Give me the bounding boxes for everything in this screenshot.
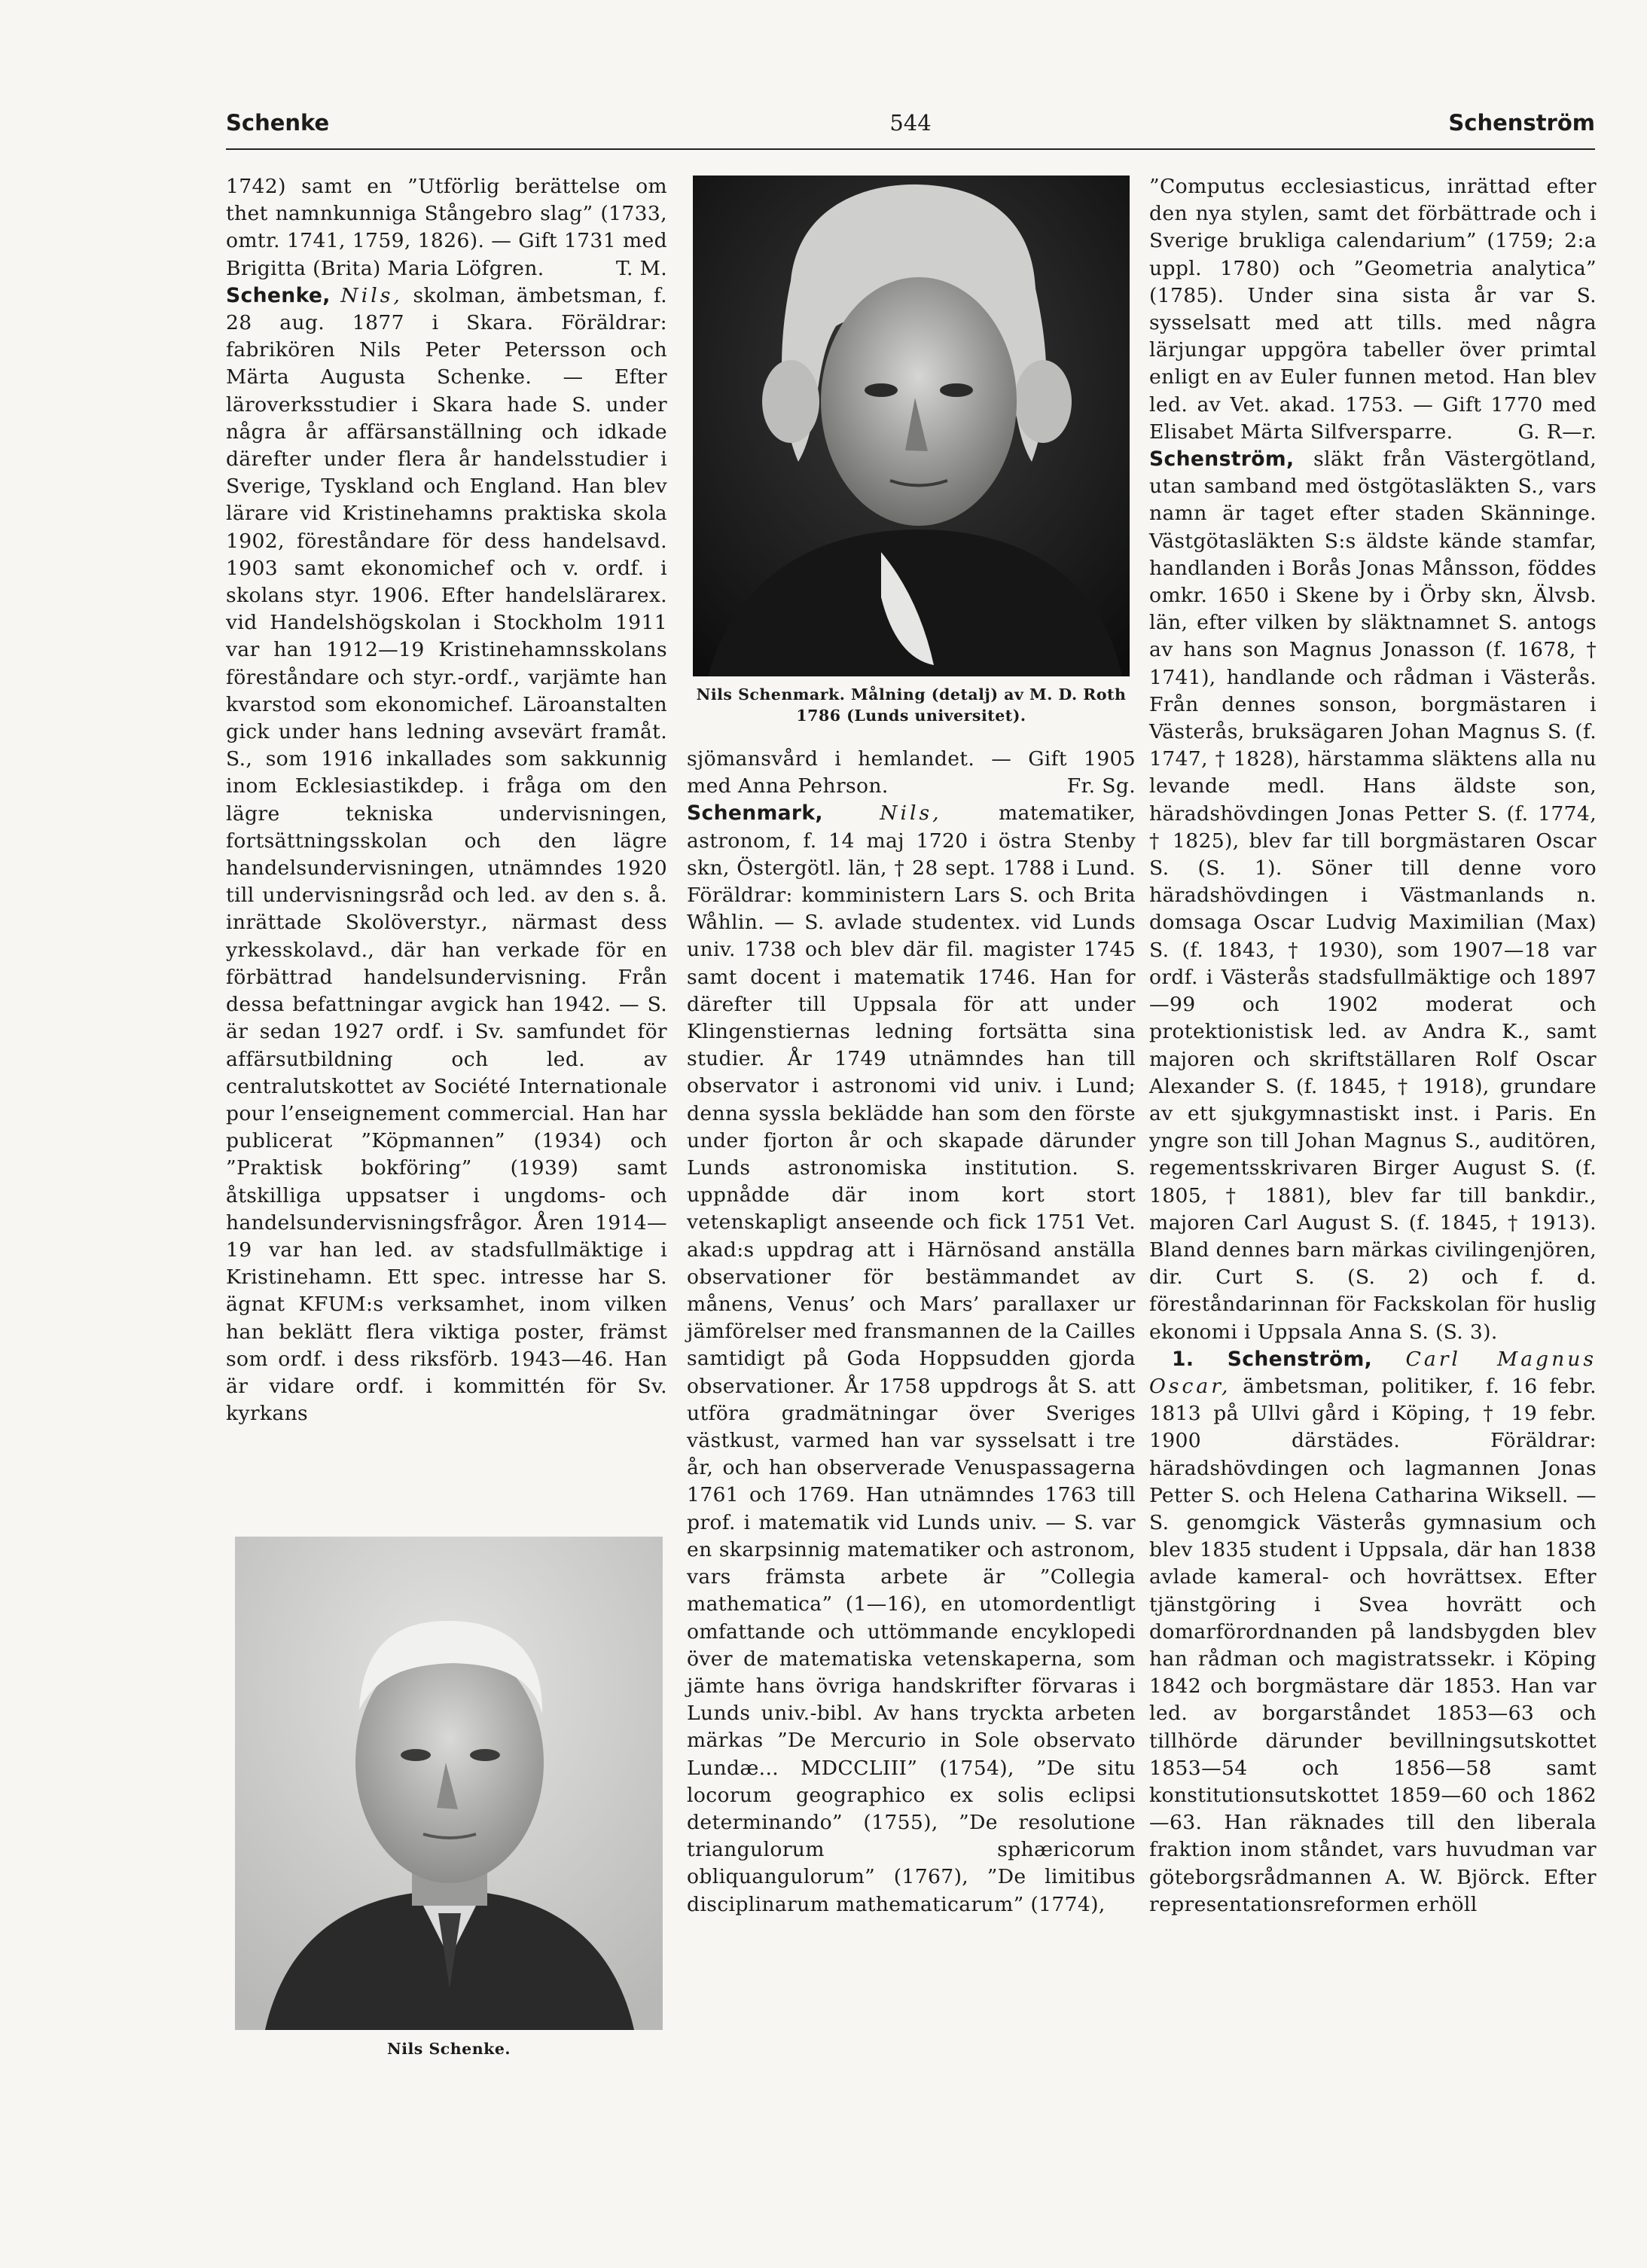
- photo-caption-schenke: Nils Schenke.: [386, 2040, 511, 2058]
- entry-headword: Schenmark,: [687, 801, 823, 826]
- entry-text: 1742) samt en ”Utförlig berättelse om thet namnkunniga Stångebro slag” (1733, omtr. 1741, 1759, 1826). — Gift 1731 med Brigitta (Brita) Maria Löfgren.: [226, 175, 667, 280]
- header-right-headword: Schenström: [1448, 110, 1595, 136]
- column-2: [687, 746, 1136, 1918]
- entry-headword: Schenström,: [1149, 447, 1295, 472]
- page-number: 544: [889, 110, 932, 136]
- entry-given-name: Nils,: [340, 283, 403, 307]
- paragraph: [1149, 173, 1597, 446]
- entry-headword: Schenke,: [226, 283, 331, 307]
- entry-text: skolman, ämbetsman, f. 28 aug. 1877 i Skara. Föräldrar: fabrikören Nils Peter Petersson och Märta Augusta Schenke. — Efter läroverksstudier i Skara hade S. under några år affärsanställning och idkade därefter under flera år handelsstudier i Sverige, Tyskland och England. Han blev lärare vid Kristinehamns praktiska skola 1902, föreståndare för dess handelsavd. 1903 samt ekonomichef och v. ordf. i skolans styr. 1906. Efter handelslärarex. vid Handelshögskolan i Stockholm 1911 var han 1912—19 Kristinehamnsskolans föreståndare och styr.-ordf., varjämte han kvarstod som ekonomichef. Läroanstalten gick under hans ledning avsevärt framåt. S., som 1916 inkallades som sakkunnig inom Ecklesiastikdep. i fråga om den lägre tekniska undervisningen, fortsättningsskolan och den lägre handelsundervisningen, utnämndes 1920 till undervisningsråd och led. av den s. å. inrättade Skolöverstyr., närmast dess yrkesskolavd., där han verkade för en förbättrad handelsundervisning. Från dessa befattningar avgick han 1942. — S. är sedan 1927 ordf. i Sv. samfundet för affärsutbildning och led. av centralutskottet av Société Internationale pour l’enseignement commercial. Han har publicerat ”Köpmannen” (1934) och ”Praktisk bokföring” (1939) samt åtskilliga uppsatser i ungdoms- och handelsundervisningsfrågor. Åren 1914—19 var han led. av stadsfullmäktige i Kristinehamn. Ett spec. intresse har S. ägnat KFUM:s verksamhet, inom vilken han beklätt flera viktiga poster, främst som ordf. i dess riksförb. 1943—46. Han är vidare ordf. i kommittén för Sv. kyrkans: [226, 283, 667, 1426]
- portrait-painting-nils-schenmark: [693, 176, 1130, 676]
- entry-schenstrom-family: [1149, 446, 1597, 1346]
- portrait-photo-nils-schenke: [235, 1537, 663, 2030]
- paragraph: [226, 173, 667, 282]
- portrait-image: [693, 176, 1130, 676]
- painting-caption-schenmark: Nils Schenmark. Målning (detalj) av M. D. Roth 1786 (Lunds universitet).: [696, 685, 1127, 725]
- entry-text: släkt från Västergötland, utan samband med östgötasläkten S., vars namn är taget efter staden Skänninge. Västgötasläkten S:s äldste kände stamfar, handlanden i Borås Jonas Månsson, föddes omkr. 1650 i Skene by i Örby skn, Älvsb. län, efter vilken by släktnamnet S. antogs av hans son Magnus Jonasson (f. 1678, † 1741), handlande och rådman i Västerås. Från dennes sonson, borgmästaren i Västerås, bruksägaren Johan Magnus S. (f. 1747, † 1828), härstamma släktens alla nu levande medl. Hans äldste son, häradshövdingen Jonas Petter S. (f. 1774, † 1825), blev far till borgmästaren Oscar S. (S. 1). Söner till denne voro häradshövdingen i Västmanlands n. domsaga Oscar Ludvig Maximilian (Max) S. (f. 1843, † 1930), som 1907—18 var ordf. i Västerås stadsfullmäktige och 1897—99 och 1902 moderat och protektionistisk led. av Andra K., samt majoren och skriftställaren Rolf Oscar Alexander S. (f. 1845, † 1918), grundare av ett sjukgymnastiskt inst. i Paris. En yngre son till Johan Magnus S., auditören, regementsskrivaren Birger August S. (f. 1805, † 1881), blev far till bankdir., majoren Carl August S. (f. 1845, † 1913). Bland dennes barn märkas civilingenjören, dir. Curt S. (S. 2) och f. d. föreståndarinnan för Fackskolan för huslig ekonomi i Uppsala Anna S. (S. 3).: [1149, 447, 1597, 1344]
- column-1: [226, 173, 667, 1427]
- entry-text: matematiker, astronom, f. 14 maj 1720 i östra Stenby skn, Östergötl. län, † 28 sept. 1788 i Lund. Föräldrar: komministern Lars S. och Brita Wåhlin. — S. avlade studentex. vid Lunds univ. 1738 och blev där fil. magister 1745 samt docent i matematik 1746. Han for därefter till Uppsala för att under Klingenstiernas ledning fortsätta sina studier. År 1749 utnämndes han till observator i astronomi vid univ. i Lund; denna syssla beklädde han som den förste under fjorton år och skapade därunder Lunds astronomiska institution. S. uppnådde där inom kort stort vetenskapligt anseende och fick 1751 Vet. akad:s uppdrag att i Härnösand anställa observationer för bestämmandet av månens, Venus’ och Mars’ parallaxer ur jämförelser med fransmannen de la Cailles samtidigt på Goda Hoppsudden gjorda observationer. År 1758 uppdrogs åt S. att utföra gradmätningar över Sveriges västkust, varmed han var sysselsatt i tre år, och han observerade Venuspassagerna 1761 och 1769. Han utnämndes 1763 till prof. i matematik vid Lunds univ. — S. var en skarpsinnig matematiker och astronom, vars främsta arbete är ”Collegia mathematica” (1—16), en utomordentligt omfattande och uttömmande encyklopedi över de matematiska vetenskaperna, som jämte hans övriga handskrifter förvaras i Lunds univ.-bibl. Av hans tryckta arbeten märkas ”De Mercurio in Sole observato Lundæ... MDCCLIII” (1754), ”De situ locorum geographico ex solis eclipsi determinando” (1755), ”De resolutione triangulorum sphæricorum obliquangulorum” (1767), ”De limitibus disciplinarum mathematicarum” (1774),: [687, 801, 1136, 1916]
- author-signature: G. R—r.: [1517, 420, 1597, 444]
- entry-schenmark-nils: [687, 800, 1136, 1918]
- entry-schenstrom-oscar: [1149, 1346, 1597, 1918]
- entry-given-name: Carl Magnus Oscar,: [1149, 1347, 1597, 1398]
- header-rule: [226, 148, 1595, 150]
- entry-text: ”Computus ecclesiasticus, inrättad efter den nya stylen, samt det förbättrade och i Sverige brukliga calendarium” (1759; 2:a uppl. 1780) och ”Geometria analytica” (1785). Under sina sista år var S. sysselsatt med att tills. med några lärjungar uppgöra tabeller över primtal enligt en av Euler funnen metod. Han blev led. av Vet. akad. 1753. — Gift 1770 med Elisabet Märta Silfversparre.: [1149, 175, 1597, 444]
- portrait-image: [235, 1537, 663, 2030]
- entry-text: ämbetsman, politiker, f. 16 febr. 1813 på Ullvi gård i Köping, † 19 febr. 1900 därstädes. Föräldrar: häradshövdingen och lagmannen Jonas Petter S. och Helena Catharina Wiksell. — S. genomgick Västerås gymnasium och blev 1835 student i Uppsala, där han 1838 avlade kameral- och hovrättsex. Efter tjänstgöring i Svea hovrätt och domarförordnanden på landsbygden blev han rådman och magistratssekr. i Köping 1842 och borgmästare där 1853. Han var led. av borgarståndet 1853—63 och tillhörde därunder bevillningsutskottet 1853—54 och 1856—58 samt konstitutionsutskottet 1859—60 och 1862—63. Han räknades till den liberala fraktion inom ståndet, vars huvudman var göteborgsrådmannen A. W. Björck. Efter representationsreformen erhöll: [1149, 1374, 1597, 1916]
- column-3: [1149, 173, 1597, 1918]
- header-left-headword: Schenke: [226, 110, 330, 136]
- entry-given-name: Nils,: [880, 801, 942, 826]
- entry-text: sjömansvård i hemlandet. — Gift 1905 med Anna Pehrson.: [687, 747, 1136, 798]
- running-header: [226, 110, 1595, 140]
- paragraph: [687, 746, 1136, 800]
- entry-schenke-nils: [226, 282, 667, 1428]
- entry-number: 1.: [1172, 1347, 1194, 1371]
- author-signature: T. M.: [615, 256, 667, 280]
- entry-headword: Schenström,: [1227, 1347, 1373, 1371]
- author-signature: Fr. Sg.: [1066, 774, 1136, 798]
